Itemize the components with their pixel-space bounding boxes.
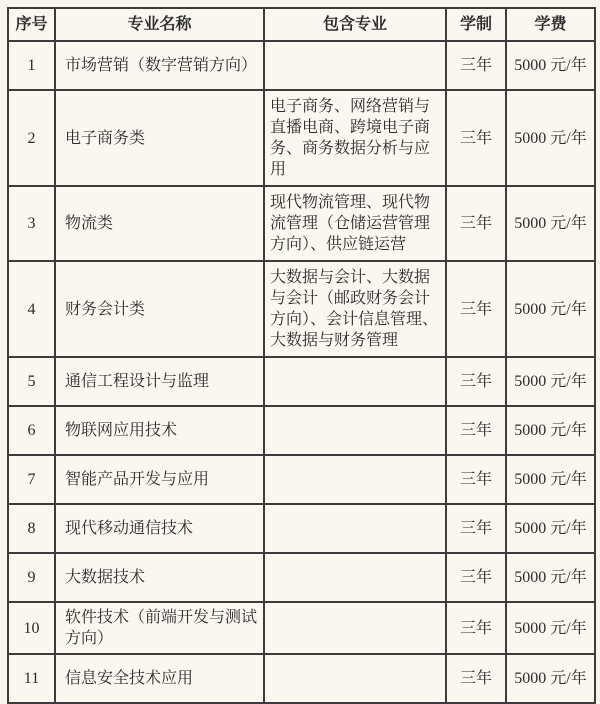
cell-duration: 三年 <box>446 41 506 90</box>
header-cell-included-majors: 包含专业 <box>264 8 446 41</box>
cell-index: 8 <box>8 504 55 553</box>
table-row <box>8 41 595 90</box>
cell-included-majors <box>264 455 446 504</box>
header-cell-duration: 学制 <box>446 8 506 41</box>
cell-tuition: 5000 元/年 <box>506 357 595 406</box>
cell-duration: 三年 <box>446 504 506 553</box>
cell-duration: 三年 <box>446 455 506 504</box>
table-header-row <box>8 8 595 41</box>
table-row <box>8 261 595 357</box>
cell-major-name: 现代移动通信技术 <box>55 504 264 553</box>
cell-index: 9 <box>8 553 55 602</box>
table-row <box>8 654 595 703</box>
cell-index: 4 <box>8 261 55 357</box>
cell-duration: 三年 <box>446 186 506 261</box>
cell-major-name: 物流类 <box>55 186 264 261</box>
table-row <box>8 553 595 602</box>
header-cell-index: 序号 <box>8 8 55 41</box>
cell-major-name: 电子商务类 <box>55 90 264 186</box>
cell-index: 6 <box>8 406 55 455</box>
cell-included-majors: 现代物流管理、现代物流管理（仓储运营管理方向）、供应链运营 <box>264 186 446 261</box>
cell-tuition: 5000 元/年 <box>506 654 595 703</box>
cell-index: 3 <box>8 186 55 261</box>
cell-included-majors <box>264 654 446 703</box>
cell-index: 11 <box>8 654 55 703</box>
cell-tuition: 5000 元/年 <box>506 455 595 504</box>
cell-index: 10 <box>8 602 55 654</box>
table-row <box>8 186 595 261</box>
cell-duration: 三年 <box>446 406 506 455</box>
cell-included-majors <box>264 602 446 654</box>
cell-duration: 三年 <box>446 261 506 357</box>
cell-tuition: 5000 元/年 <box>506 553 595 602</box>
cell-tuition: 5000 元/年 <box>506 406 595 455</box>
cell-duration: 三年 <box>446 553 506 602</box>
cell-included-majors: 大数据与会计、大数据与会计（邮政财务会计方向）、会计信息管理、大数据与财务管理 <box>264 261 446 357</box>
cell-duration: 三年 <box>446 357 506 406</box>
cell-major-name: 大数据技术 <box>55 553 264 602</box>
cell-index: 5 <box>8 357 55 406</box>
cell-index: 1 <box>8 41 55 90</box>
table-row <box>8 455 595 504</box>
majors-table <box>7 7 596 704</box>
cell-tuition: 5000 元/年 <box>506 504 595 553</box>
cell-major-name: 信息安全技术应用 <box>55 654 264 703</box>
cell-major-name: 智能产品开发与应用 <box>55 455 264 504</box>
cell-included-majors <box>264 357 446 406</box>
cell-major-name: 通信工程设计与监理 <box>55 357 264 406</box>
cell-tuition: 5000 元/年 <box>506 261 595 357</box>
cell-index: 7 <box>8 455 55 504</box>
cell-included-majors <box>264 406 446 455</box>
cell-duration: 三年 <box>446 602 506 654</box>
cell-duration: 三年 <box>446 654 506 703</box>
cell-major-name: 物联网应用技术 <box>55 406 264 455</box>
cell-index: 2 <box>8 90 55 186</box>
table-row <box>8 504 595 553</box>
table-row <box>8 602 595 654</box>
header-cell-tuition: 学费 <box>506 8 595 41</box>
table-row <box>8 90 595 186</box>
cell-tuition: 5000 元/年 <box>506 602 595 654</box>
cell-major-name: 财务会计类 <box>55 261 264 357</box>
cell-duration: 三年 <box>446 90 506 186</box>
cell-major-name: 市场营销（数字营销方向） <box>55 41 264 90</box>
cell-included-majors <box>264 553 446 602</box>
cell-major-name: 软件技术（前端开发与测试方向） <box>55 602 264 654</box>
table-row <box>8 357 595 406</box>
cell-tuition: 5000 元/年 <box>506 41 595 90</box>
table-row <box>8 406 595 455</box>
cell-included-majors <box>264 41 446 90</box>
cell-included-majors <box>264 504 446 553</box>
cell-tuition: 5000 元/年 <box>506 90 595 186</box>
cell-included-majors: 电子商务、网络营销与直播电商、跨境电子商务、商务数据分析与应用 <box>264 90 446 186</box>
header-cell-major-name: 专业名称 <box>55 8 264 41</box>
cell-tuition: 5000 元/年 <box>506 186 595 261</box>
